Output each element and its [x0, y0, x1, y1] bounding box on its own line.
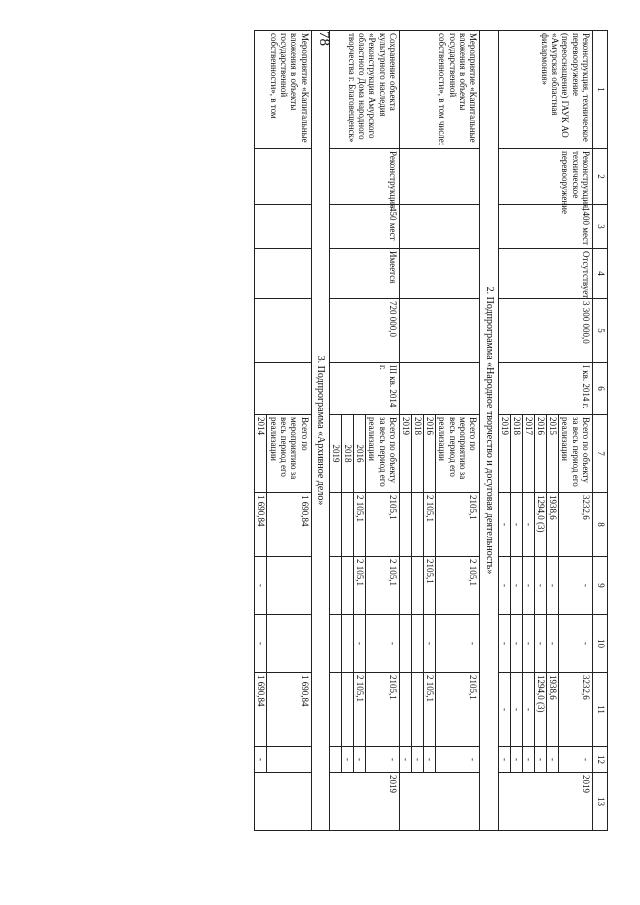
cell-c12: -: [546, 747, 558, 773]
cell-federal: -: [522, 557, 534, 615]
cell-c12: -: [255, 747, 267, 773]
col-6: 6: [593, 363, 608, 415]
period-label: 2019: [400, 415, 412, 493]
cell-regional: -: [498, 673, 510, 747]
cell-c10: [267, 615, 311, 673]
cell-c12: -: [498, 747, 510, 773]
cell-federal: 2 105,1: [354, 557, 366, 615]
cell-c12: -: [366, 747, 400, 773]
cell-total: 2105,1: [366, 493, 400, 557]
object-name: Реконструкция, техническое перевооружение (переоснащение) ГАУК АО «Амурская областная филармония»: [498, 31, 592, 149]
cell-total: -: [522, 493, 534, 557]
col-13: 13: [593, 773, 608, 831]
cell-regional: 1938,6: [546, 673, 558, 747]
cell-federal: -: [558, 557, 592, 615]
section-heading-row: [480, 31, 499, 831]
cell-total: 1938,6: [546, 493, 558, 557]
cell-total: 1 690,84: [255, 493, 267, 557]
col-9: 9: [593, 557, 608, 615]
cell-regional: -: [522, 673, 534, 747]
period-label: 2015: [546, 415, 558, 493]
cell-c12: -: [436, 747, 480, 773]
end-year: 2019: [498, 773, 592, 831]
cell-regional: [400, 673, 412, 747]
cell-federal: [412, 557, 424, 615]
cell-regional: 3232,6: [558, 673, 592, 747]
cell-c10: [342, 615, 354, 673]
cell-regional: [412, 673, 424, 747]
cell-regional: 1294,0 (3): [534, 673, 546, 747]
end-year: 2019: [330, 773, 400, 831]
col-5: 5: [593, 299, 608, 363]
cell-federal: -: [498, 557, 510, 615]
col-2: 2: [593, 149, 608, 205]
estimated-cost: 720 000,0: [330, 299, 400, 363]
cell-regional: 2 105,1: [424, 673, 436, 747]
cell-c10: [412, 615, 424, 673]
cell-c12: -: [522, 747, 534, 773]
end-year: [400, 773, 480, 831]
start-date: I кв. 2014 г.: [498, 363, 592, 415]
cell-federal: -: [510, 557, 522, 615]
cell-c12: -: [424, 747, 436, 773]
objects-table: [254, 30, 608, 831]
start-date: III кв. 2014 г.: [330, 363, 400, 415]
cell-federal: 2 105,1: [436, 557, 480, 615]
cell-c12: -: [558, 747, 592, 773]
col-11: 11: [593, 673, 608, 747]
work-type: Реконструкция: [330, 149, 400, 205]
work-type: Реконструкция, техническое перевооружение: [498, 149, 592, 205]
cell-federal: [342, 557, 354, 615]
cell-federal: [330, 557, 342, 615]
cell-c12: -: [412, 747, 424, 773]
cell-total: -: [510, 493, 522, 557]
rotated-table-container: [78, 30, 608, 830]
cell-total: 2105,1: [436, 493, 480, 557]
cell-c10: -: [255, 615, 267, 673]
cell-total: [342, 493, 354, 557]
cell-total: 1294,0 (3): [534, 493, 546, 557]
col-10: 10: [593, 615, 608, 673]
cell-federal: 2 105,1: [366, 557, 400, 615]
cell-regional: 1 690,84: [267, 673, 311, 747]
cell-c12: -: [400, 747, 412, 773]
period-label: Всего по мероприятию за весь период его реализации: [436, 415, 480, 493]
capacity: [255, 205, 311, 249]
cell-c12: -: [342, 747, 354, 773]
cell-total: 3232,6: [558, 493, 592, 557]
period-label: 2019: [498, 415, 510, 493]
cell-c12: -: [534, 747, 546, 773]
period-label: 2019: [330, 415, 342, 493]
period-label: 2018: [412, 415, 424, 493]
cell-c10: -: [510, 615, 522, 673]
cell-total: [400, 493, 412, 557]
design-doc: [255, 249, 311, 299]
object-name: Мероприятие «Капитальные вложения в объекты государственной собственности», в том числе:: [400, 31, 480, 149]
cell-total: 1 690,84: [267, 493, 311, 557]
cell-c10: -: [424, 615, 436, 673]
cell-federal: -: [534, 557, 546, 615]
cell-regional: [342, 673, 354, 747]
col-12: 12: [593, 747, 608, 773]
header-row: [593, 31, 608, 831]
start-date: [400, 363, 480, 415]
cell-total: -: [498, 493, 510, 557]
work-type: [255, 149, 311, 205]
col-3: 3: [593, 205, 608, 249]
cell-c10: -: [522, 615, 534, 673]
cell-regional: 2105,1: [366, 673, 400, 747]
cell-c10: -: [534, 615, 546, 673]
period-label: 2018: [342, 415, 354, 493]
page-number: 78: [316, 31, 332, 46]
period-label: Всего по объекту за весь период его реализации: [558, 415, 592, 493]
table-row: [436, 31, 480, 831]
period-label: 2016: [424, 415, 436, 493]
cell-regional: 1 690,84: [255, 673, 267, 747]
cell-c10: -: [498, 615, 510, 673]
cell-c10: [400, 615, 412, 673]
cell-federal: [267, 557, 311, 615]
cell-federal: -: [255, 557, 267, 615]
cell-c12: -: [510, 747, 522, 773]
cell-regional: [330, 673, 342, 747]
cell-c10: -: [436, 615, 480, 673]
cell-regional: 2105,1: [436, 673, 480, 747]
cell-federal: 2105,1: [424, 557, 436, 615]
end-year: [255, 773, 311, 831]
start-date: [255, 363, 311, 415]
table-row: [558, 31, 592, 831]
cell-c10: -: [366, 615, 400, 673]
design-doc: [400, 249, 480, 299]
cell-total: 2 105,1: [424, 493, 436, 557]
period-label: 2018: [510, 415, 522, 493]
cell-federal: -: [546, 557, 558, 615]
table-row: [267, 31, 311, 831]
cell-c12: [330, 747, 342, 773]
period-label: 2017: [522, 415, 534, 493]
capacity: 450 мест: [330, 205, 400, 249]
cell-total: [330, 493, 342, 557]
cell-total: 2 105,1: [354, 493, 366, 557]
cell-c10: -: [354, 615, 366, 673]
cell-c12: -: [354, 747, 366, 773]
col-8: 8: [593, 493, 608, 557]
cell-c10: [330, 615, 342, 673]
cell-total: [412, 493, 424, 557]
period-label: Всего по мероприятию за весь период его реализации: [267, 415, 311, 493]
col-4: 4: [593, 249, 608, 299]
cell-regional: -: [510, 673, 522, 747]
estimated-cost: [255, 299, 311, 363]
work-type: [400, 149, 480, 205]
object-name: Мероприятие «Капитальные вложения в объекты государственной собственности», в том: [255, 31, 311, 149]
design-doc: Имеется: [330, 249, 400, 299]
cell-c10: -: [558, 615, 592, 673]
capacity: [400, 205, 480, 249]
period-label: 2014: [255, 415, 267, 493]
cell-c10: -: [546, 615, 558, 673]
cell-federal: [400, 557, 412, 615]
table-row: [366, 31, 400, 831]
period-label: 2016: [534, 415, 546, 493]
col-7: 7: [593, 415, 608, 493]
cell-c12: [267, 747, 311, 773]
section-heading-row: [311, 31, 330, 831]
period-label: Всего по объекту за весь период его реализации: [366, 415, 400, 493]
section-heading: 3. Подпрограмма «Архивное дело»: [311, 31, 330, 831]
col-1: 1: [593, 31, 608, 149]
section-heading: 2. Подпрограмма «Народное творчество и досуговая деятельность»: [480, 31, 499, 831]
period-label: 2016: [354, 415, 366, 493]
object-name: Сохранение объекта культурного наследия «Реконструкция Амурского областного Дома народного творчества г. Благовещенск»: [330, 31, 400, 149]
estimated-cost: [400, 299, 480, 363]
cell-regional: 2 105,1: [354, 673, 366, 747]
estimated-cost: 3 300 000,0: [498, 299, 592, 363]
capacity: 1400 мест: [498, 205, 592, 249]
design-doc: Отсутствует: [498, 249, 592, 299]
